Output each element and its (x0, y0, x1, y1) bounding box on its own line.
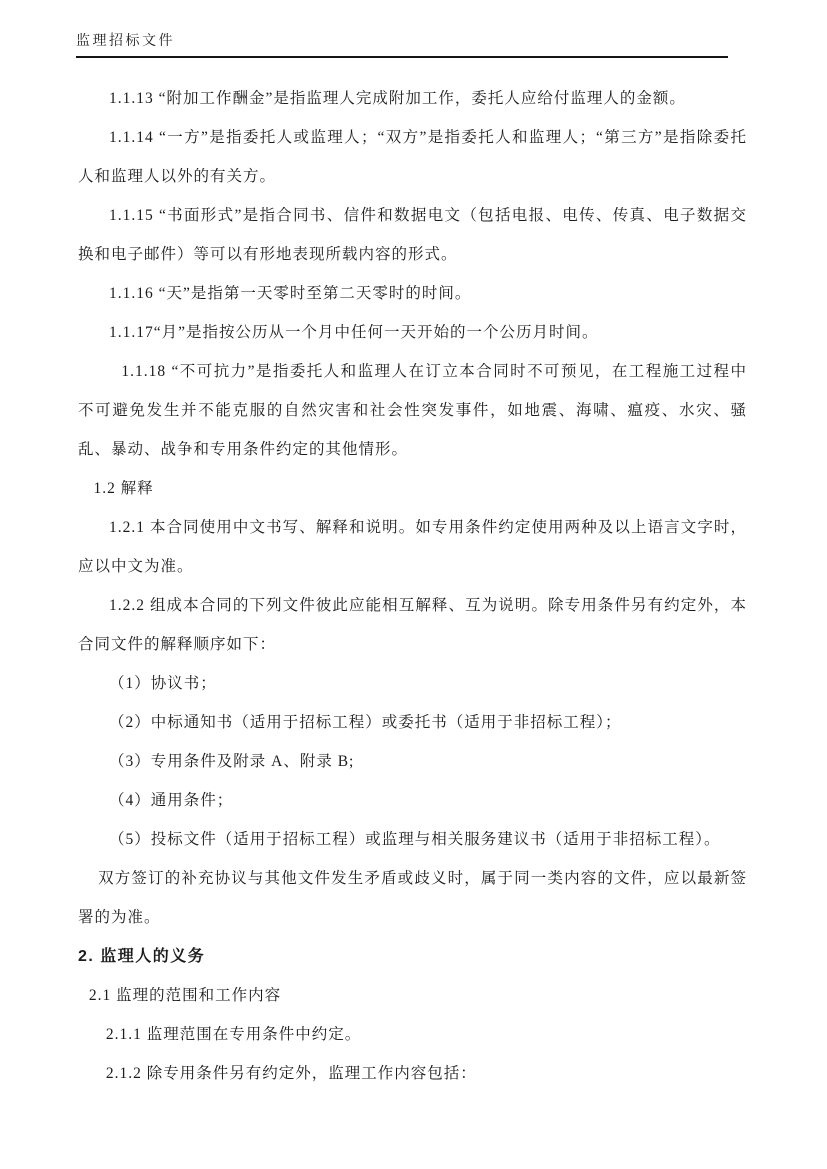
page-header (76, 0, 728, 58)
clause-1-1-14: 1.1.14 “一方”是指委托人或监理人；“双方”是指委托人和监理人；“第三方”是指除委托人和监理人以外的有关方。 (78, 129, 747, 185)
clause-1-1-15: 1.1.15 “书面形式”是指合同书、信件和数据电文（包括电报、电传、传真、电子数据交换和电子邮件）等可以有形地表现所载内容的形式。 (78, 207, 747, 263)
list-item-4: （4）通用条件； (109, 792, 234, 809)
clause-1-2-1: 1.2.1 本合同使用中文书写、解释和说明。如专用条件约定使用两种及以上语言文字时，应以中文为准。 (78, 519, 747, 575)
clause-2-1-2: 2.1.2 除专用条件另有约定外，监理工作内容包括： (105, 1065, 477, 1082)
list-item-1: （1）协议书； (109, 675, 217, 692)
subsection-1-2: 1.2 解释 (93, 480, 154, 497)
chapter-heading-2: 2. 监理人的义务 (78, 948, 206, 965)
clause-1-1-17: 1.1.17“月”是指按公历从一个月中任何一天开始的一个公历月时间。 (109, 324, 599, 341)
document-body (78, 79, 747, 1093)
list-item-2: （2）中标通知书（适用于招标工程）或委托书（适用于非招标工程）； (109, 714, 622, 731)
clause-1-2-2: 1.2.2 组成本合同的下列文件彼此应能相互解释、互为说明。除专用条件另有约定外，本合同文件的解释顺序如下： (78, 597, 747, 653)
clause-1-1-13: 1.1.13 “附加工作酬金”是指监理人完成附加工作，委托人应给付监理人的金额。 (109, 90, 686, 107)
clause-2-1-1: 2.1.1 监理范围在专用条件中约定。 (105, 1026, 362, 1043)
clause-1-1-18: 1.1.18 “不可抗力”是指委托人和监理人在订立本合同时不可预见，在工程施工过程中不可避免发生并不能克服的自然灾害和社会性突发事件，如地震、海啸、瘟疫、水灾、骚乱、暴动、战争和专用条件约定的其他情形。 (78, 363, 747, 458)
list-item-3: （3）专用条件及附录 A、附录 B; (109, 753, 355, 770)
subsection-2-1: 2.1 监理的范围和工作内容 (88, 987, 282, 1004)
clause-1-2-2-closing: 双方签订的补充协议与其他文件发生矛盾或歧义时，属于同一类内容的文件，应以最新签署的为准。 (78, 870, 747, 926)
page-header-title: 监理招标文件 (76, 34, 175, 49)
clause-1-1-16: 1.1.16 “天”是指第一天零时至第二天零时的时间。 (109, 285, 472, 302)
list-item-5: （5）投标文件（适用于招标工程）或监理与相关服务建议书（适用于非招标工程）。 (109, 831, 721, 848)
